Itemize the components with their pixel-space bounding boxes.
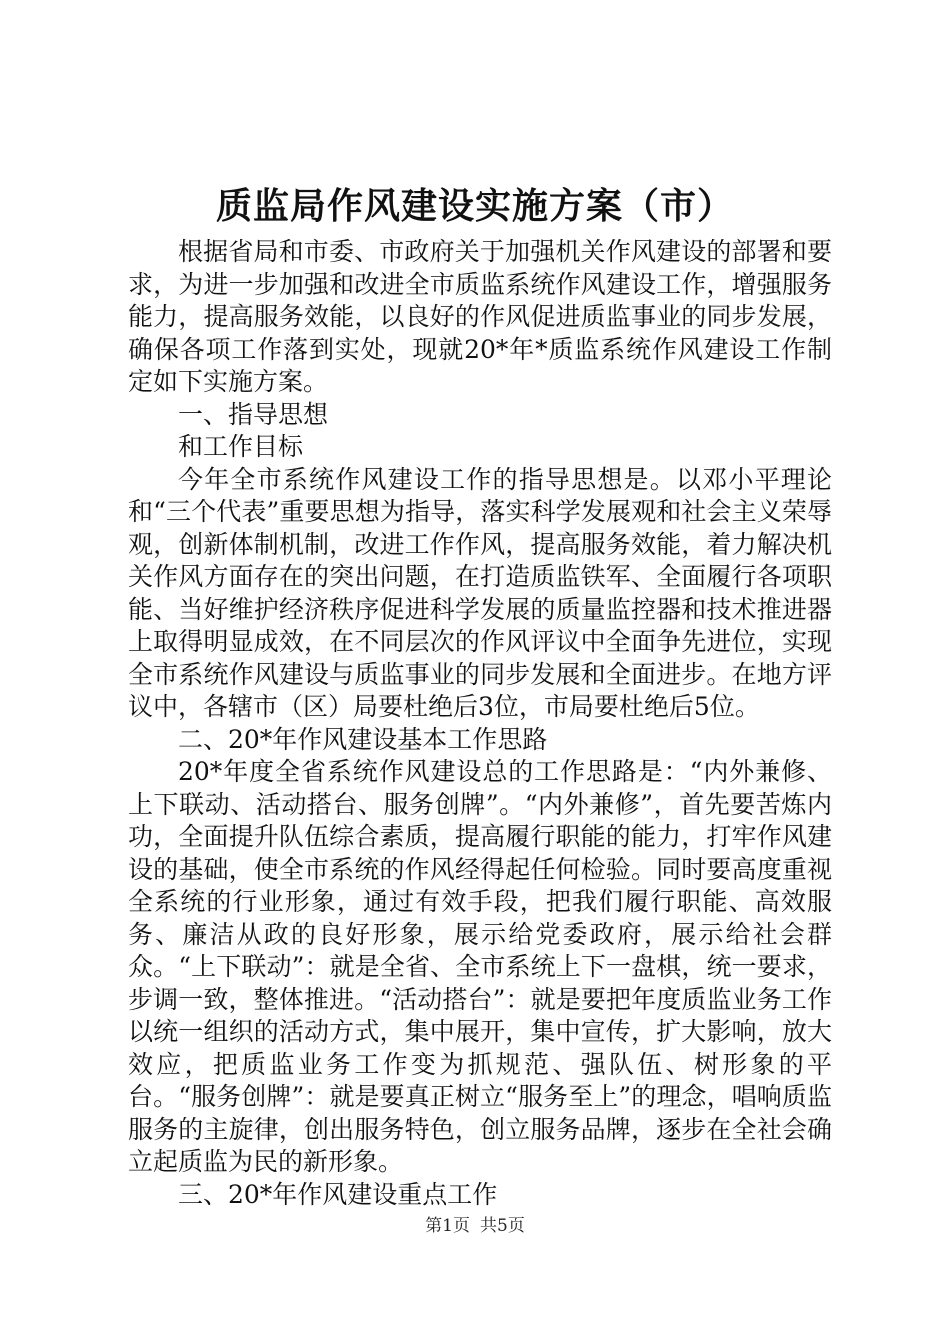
guiding-ideology-paragraph: 今年全市系统作风建设工作的指导思想是。以邓小平理论和“三个代表”重要思想为指导，落实科学发展观和社会主义荣辱观，创新体制机制，改进工作作风，提高服务效能，着力解决机关作风方面存在的突出问题，在打造质监铁军、全面履行各项职能、当好维护经济秩序促进科学发展的质量监控器和技术推进器上取得明显成效，在不同层次的作风评议中全面争先进位，实现全市系统作风建设与质监事业的同步发展和全面进步。在地方评议中，各辖市（区）局要杜绝后3位，市局要杜绝后5位。 [128, 464, 832, 721]
page-footer [0, 1214, 950, 1238]
intro-paragraph: 根据省局和市委、市政府关于加强机关作风建设的部署和要求，为进一步加强和改进全市质监系统作风建设工作，增强服务能力，提高服务效能，以良好的作风促进质监事业的同步发展，确保各项工作落到实处，现就20*年*质监系统作风建设工作制定如下实施方案。 [128, 237, 832, 396]
section-heading-2: 二、20*年作风建设基本工作思路 [178, 724, 548, 754]
page-total: 共5页 [480, 1216, 525, 1236]
section-heading-3: 三、20*年作风建设重点工作 [178, 1179, 498, 1209]
page-number: 第1页 [425, 1216, 470, 1236]
work-approach-paragraph: 20*年度全省系统作风建设总的工作思路是：“内外兼修、上下联动、活动搭台、服务创牌”。“内外兼修”，首先要苦炼内功，全面提升队伍综合素质，提高履行职能的能力，打牢作风建设的基础，使全市系统的作风经得起任何检验。同时要高度重视全系统的行业形象，通过有效手段，把我们履行职能、高效服务、廉洁从政的良好形象，展示给党委政府，展示给社会群众。“上下联动”：就是全省、全市系统上下一盘棋，统一要求，步调一致，整体推进。“活动搭台”：就是要把年度质监业务工作以统一组织的活动方式，集中展开，集中宣传，扩大影响，放大效应，把质监业务工作变为抓规范、强队伍、树形象的平台。“服务创牌”：就是要真正树立“服务至上”的理念，唱响质监服务的主旋律，创出服务特色，创立服务品牌，逐步在全社会确立起质监为民的新形象。 [128, 757, 832, 1176]
document-body [128, 236, 832, 1211]
section-heading-1: 一、指导思想 [178, 399, 329, 429]
document-title: 质监局作风建设实施方案（市） [215, 185, 734, 227]
section-heading-1-continued: 和工作目标 [178, 432, 304, 461]
